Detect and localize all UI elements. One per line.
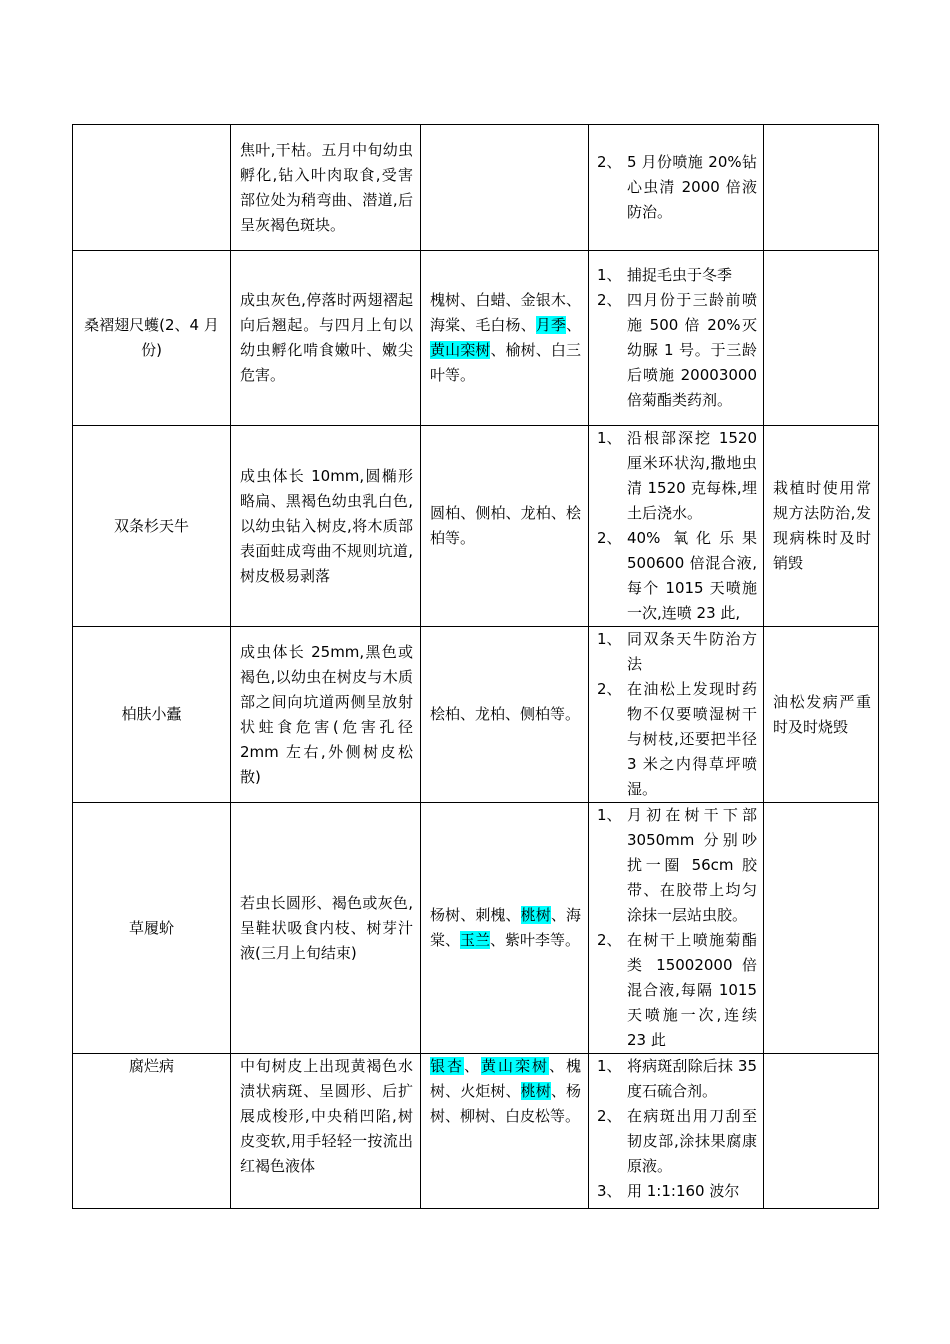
pest-name-cell bbox=[73, 125, 231, 251]
step-number: 2、 bbox=[597, 931, 622, 949]
highlighted-host-plant: 玉兰 bbox=[460, 931, 491, 949]
treatment-step bbox=[597, 1104, 757, 1179]
table-row bbox=[73, 251, 879, 426]
step-number: 2、 bbox=[597, 291, 622, 309]
treatment-list bbox=[597, 263, 757, 413]
symptom-cell bbox=[231, 627, 421, 803]
treatment-step bbox=[597, 288, 757, 413]
treatment-list bbox=[597, 627, 757, 802]
step-number: 1、 bbox=[597, 1057, 622, 1075]
treatment-step bbox=[597, 426, 757, 526]
pest-name: 桑褶翅尺蠖(2、4 月份) bbox=[84, 316, 219, 359]
host-plant-text: 、槐树、火炬树、 bbox=[430, 1057, 581, 1100]
pest-name: 柏肤小蠹 bbox=[121, 705, 182, 723]
symptom-cell bbox=[231, 1054, 421, 1209]
notes-cell bbox=[764, 426, 879, 627]
pest-name-cell bbox=[73, 1054, 231, 1209]
step-text: 在树干上喷施菊酯类 15002000 倍混合液,每隔 1015 天喷施一次,连续 23 此 bbox=[627, 931, 757, 1049]
treatment-step bbox=[597, 627, 757, 677]
treatment-cell bbox=[589, 125, 764, 251]
symptom-text: 成虫体长 10mm,圆椭形略扁、黑褐色幼虫乳白色,以幼虫钻入树皮,将木质部表面蛀成弯曲不规则坑道,树皮极易剥落 bbox=[240, 466, 413, 585]
treatment-cell bbox=[589, 251, 764, 426]
pest-name-cell bbox=[73, 251, 231, 426]
notes-text: 油松发病严重时及时烧毁 bbox=[773, 692, 871, 736]
symptom-cell bbox=[231, 125, 421, 251]
step-text: 沿根部深挖 1520 厘米环状沟,撒地虫清 1520 克每株,埋土后浇水。 bbox=[627, 429, 757, 522]
notes-cell bbox=[764, 125, 879, 251]
table-row bbox=[73, 426, 879, 627]
step-text: 40% 氧化乐果 500600 倍混合液,每个 1015 天喷施一次,连喷 23 此, bbox=[627, 529, 757, 622]
symptom-text: 若虫长圆形、褐色或灰色,呈鞋状吸食内枝、树芽汁液(三月上旬结束) bbox=[240, 893, 413, 962]
highlighted-host-plant: 黄山栾树 bbox=[430, 341, 491, 359]
treatment-step bbox=[597, 677, 757, 802]
pest-name-cell bbox=[73, 426, 231, 627]
treatment-cell bbox=[589, 803, 764, 1054]
symptom-text: 成虫灰色,停落时两翅褶起向后翘起。与四月上旬以幼虫孵化啃食嫩叶、嫩尖危害。 bbox=[240, 291, 413, 384]
step-text: 5 月份喷施 20%钻心虫清 2000 倍液防治。 bbox=[627, 153, 757, 221]
treatment-list bbox=[597, 1054, 757, 1204]
host-plants-cell bbox=[421, 426, 589, 627]
notes-cell bbox=[764, 627, 879, 803]
notes-cell bbox=[764, 251, 879, 426]
highlighted-host-plant: 桃树 bbox=[520, 1082, 551, 1100]
pest-name-cell bbox=[73, 627, 231, 803]
step-text: 在油松上发现时药物不仅要喷湿树干与树枝,还要把半径 3 米之内得草坪喷湿。 bbox=[627, 680, 757, 798]
step-number: 2、 bbox=[597, 680, 622, 698]
notes-cell bbox=[764, 1054, 879, 1209]
table-row bbox=[73, 803, 879, 1054]
host-plant-text: 槐树、白蜡、金银木、海棠、毛白杨、 bbox=[430, 291, 581, 334]
host-plant-text: 、 bbox=[565, 316, 581, 334]
symptom-cell bbox=[231, 426, 421, 627]
host-plant-text: 、 bbox=[464, 1057, 481, 1075]
highlighted-host-plant: 黄山栾树 bbox=[481, 1057, 549, 1075]
host-plant-text: 、杨树、柳树、白皮松等。 bbox=[430, 1082, 581, 1125]
host-plants-cell bbox=[421, 251, 589, 426]
step-number: 2、 bbox=[597, 529, 622, 547]
step-text: 在病斑出用刀刮至韧皮部,涂抹果腐康原液。 bbox=[627, 1107, 757, 1175]
step-number: 2、 bbox=[597, 1107, 622, 1125]
host-plants-cell bbox=[421, 125, 589, 251]
step-number: 1、 bbox=[597, 266, 622, 284]
step-number: 1、 bbox=[597, 630, 622, 648]
highlighted-host-plant: 桃树 bbox=[520, 906, 551, 924]
step-text: 捕捉毛虫于冬季 bbox=[627, 266, 733, 284]
treatment-list bbox=[597, 150, 757, 225]
notes-cell bbox=[764, 803, 879, 1054]
treatment-step bbox=[597, 150, 757, 225]
treatment-step bbox=[597, 263, 757, 288]
notes-text: 栽植时使用常规方法防治,发现病株时及时销毁 bbox=[773, 479, 871, 572]
treatment-step bbox=[597, 928, 757, 1053]
symptom-cell bbox=[231, 251, 421, 426]
table-body bbox=[73, 125, 879, 1209]
step-text: 用 1:1:160 波尔 bbox=[627, 1182, 740, 1200]
host-plants-cell bbox=[421, 627, 589, 803]
pest-name: 双条杉天牛 bbox=[113, 516, 189, 535]
table-row bbox=[73, 627, 879, 803]
host-plant-text: 、榆树、白三叶等。 bbox=[430, 341, 581, 384]
host-plant-text: 圆柏、侧柏、龙柏、桧柏等。 bbox=[430, 504, 581, 547]
host-plants-cell bbox=[421, 1054, 589, 1209]
table-row bbox=[73, 125, 879, 251]
step-number: 1、 bbox=[597, 429, 622, 447]
pest-name-cell bbox=[73, 803, 231, 1054]
host-plants-cell bbox=[421, 803, 589, 1054]
pest-name: 草履蚧 bbox=[128, 918, 174, 937]
highlighted-host-plant: 月季 bbox=[535, 316, 566, 334]
highlighted-host-plant: 银杏 bbox=[430, 1057, 464, 1075]
treatment-cell bbox=[589, 1054, 764, 1209]
table-row bbox=[73, 1054, 879, 1209]
step-number: 1、 bbox=[597, 806, 622, 824]
symptom-text: 中旬树皮上出现黄褐色水渍状病斑、呈圆形、后扩展成梭形,中央稍凹陷,树皮变软,用手轻轻一按流出红褐色液体 bbox=[240, 1057, 413, 1175]
treatment-step bbox=[597, 803, 757, 928]
step-text: 月初在树干下部 3050mm 分别吵扰一圈 56cm 胶带、在胶带上均匀涂抹一层站虫胶。 bbox=[627, 806, 757, 924]
treatment-step bbox=[597, 1054, 757, 1104]
step-text: 将病斑刮除后抹 35 度石硫合剂。 bbox=[627, 1057, 757, 1100]
step-text: 同双条天牛防治方法 bbox=[627, 630, 757, 673]
step-number: 3、 bbox=[597, 1182, 622, 1200]
host-plant-text: 杨树、刺槐、 bbox=[430, 906, 521, 924]
treatment-list bbox=[597, 803, 757, 1053]
host-plant-text: 桧柏、龙柏、侧柏等。 bbox=[430, 705, 581, 723]
symptom-text: 焦叶,干枯。五月中旬幼虫孵化,钻入叶肉取食,受害部位处为稍弯曲、潜道,后呈灰褐色斑块。 bbox=[240, 140, 413, 234]
treatment-list bbox=[597, 426, 757, 626]
treatment-step bbox=[597, 526, 757, 626]
symptom-text: 成虫体长 25mm,黑色或褐色,以幼虫在树皮与木质部之间向坑道两侧呈放射状蛀食危害(危害孔径 2mm 左右,外侧树皮松散) bbox=[240, 642, 413, 786]
host-plant-text: 、紫叶李等。 bbox=[490, 931, 581, 949]
host-plant-text: 、海棠、 bbox=[430, 906, 581, 949]
step-text: 四月份于三龄前喷施 500 倍 20%灭幼脲 1 号。于三龄后喷施 20003000 倍菊酯类药剂。 bbox=[627, 291, 757, 409]
pest-name: 腐烂病 bbox=[128, 1057, 174, 1075]
treatment-step bbox=[597, 1179, 757, 1204]
pest-control-table bbox=[72, 124, 879, 1209]
step-number: 2、 bbox=[597, 153, 622, 171]
treatment-cell bbox=[589, 426, 764, 627]
treatment-cell bbox=[589, 627, 764, 803]
symptom-cell bbox=[231, 803, 421, 1054]
